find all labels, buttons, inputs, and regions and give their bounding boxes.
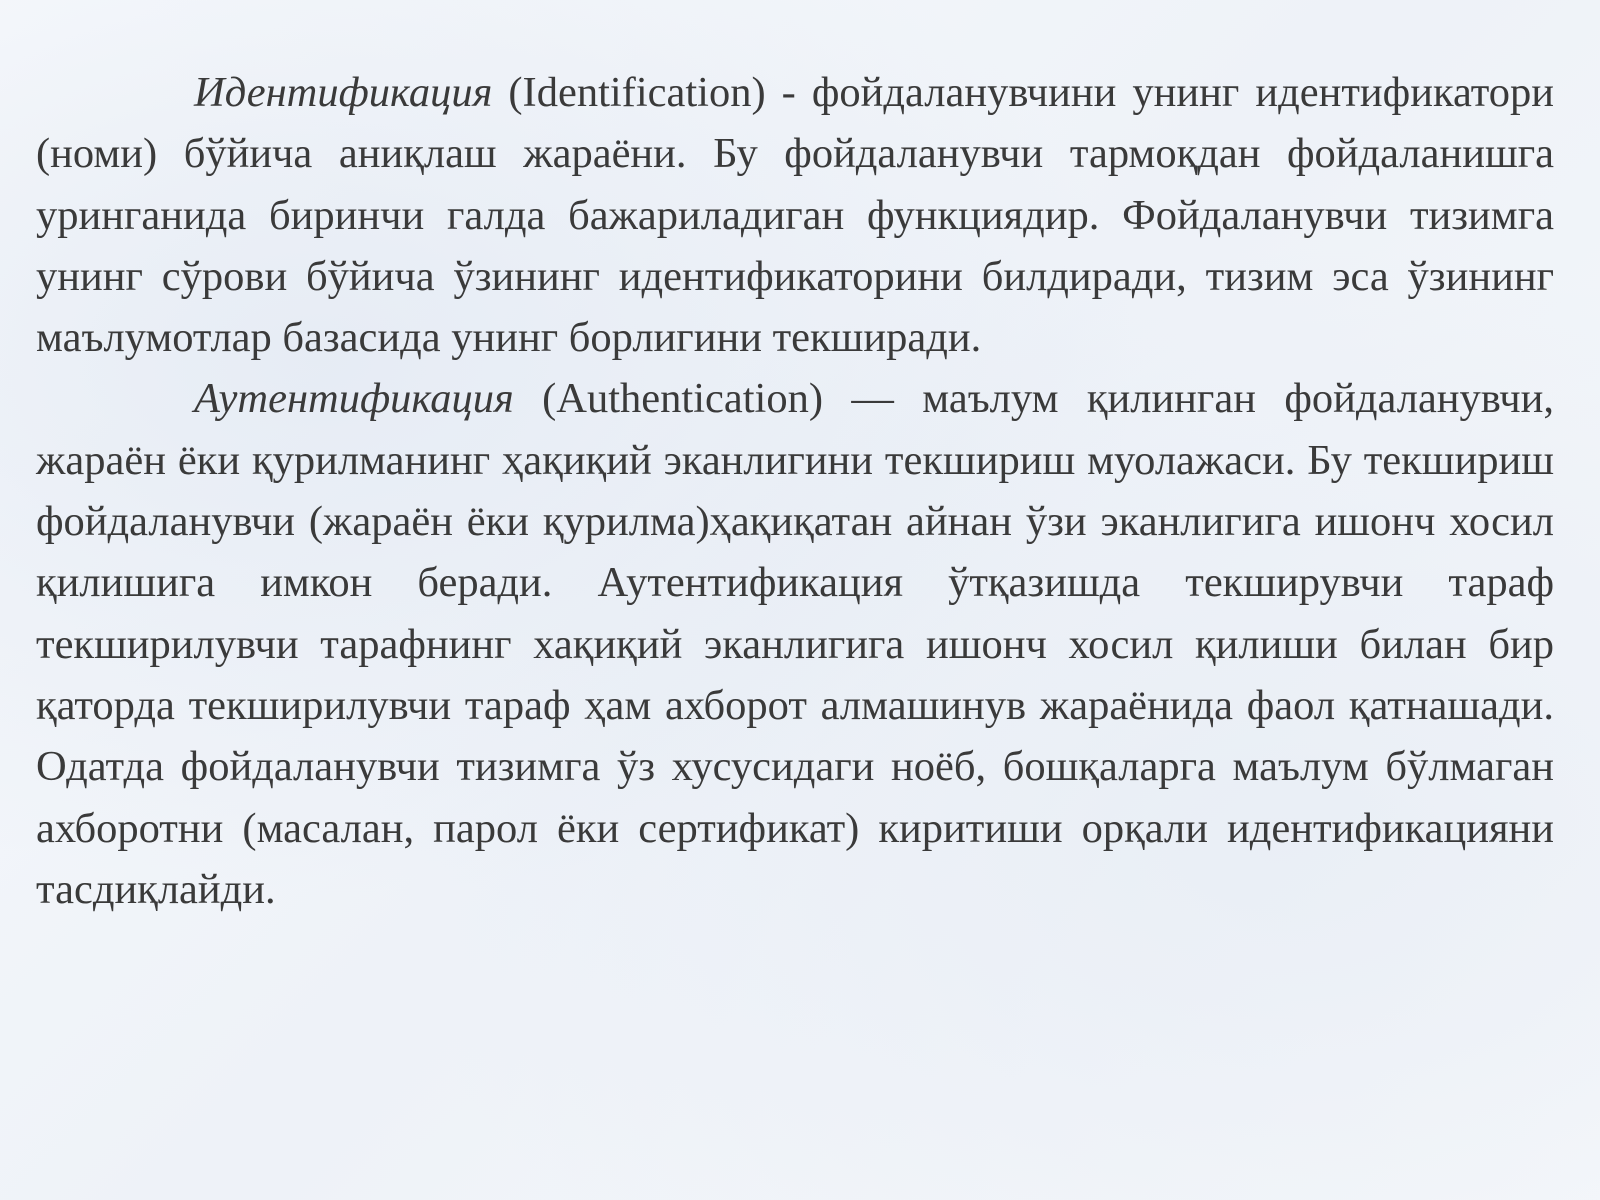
slide-text-body [36, 62, 1554, 920]
identification-term: Идентификация [194, 69, 493, 116]
authentication-paragraph [36, 368, 1554, 920]
authentication-definition: (Authentication) — маълум қилинган фойдаланувчи, жараён ёки қурилманинг ҳақиқий эканлигини текшириш муолажаси. Бу текшириш фойдаланувчи (жараён ёки қурилма)ҳақиқатан айнан ўзи эканлигига ишонч хосил қилишига имкон беради. Аутентификация ўтқазишда текширувчи тараф текширилувчи тарафнинг хақиқий эканлигига ишонч хосил қилиши билан бир қаторда текширилувчи тараф ҳам ахборот алмашинув жараёнида фаол қатнашади. Одатда фойдаланувчи тизимга ўз хусусидаги ноёб, бошқаларга маълум бўлмаган ахборотни (масалан, парол ёки сертификат) киритиши орқали идентификацияни тасдиқлайди. [36, 375, 1554, 913]
authentication-term: Аутентификация [194, 375, 514, 423]
identification-definition: (Identification) - фойдаланувчини унинг идентификатори (номи) бўйича аниқлаш жараёни. Бу фойдаланувчи тармоқдан фойдаланишга уринганида биринчи галда бажариладиган функциядир. Фойдаланувчи тизимга унинг сўрови бўйича ўзининг идентификаторини билдиради, тизим эса ўзининг маълумотлар базасида унинг борлигини текширади. [36, 69, 1554, 362]
identification-paragraph [36, 62, 1554, 368]
